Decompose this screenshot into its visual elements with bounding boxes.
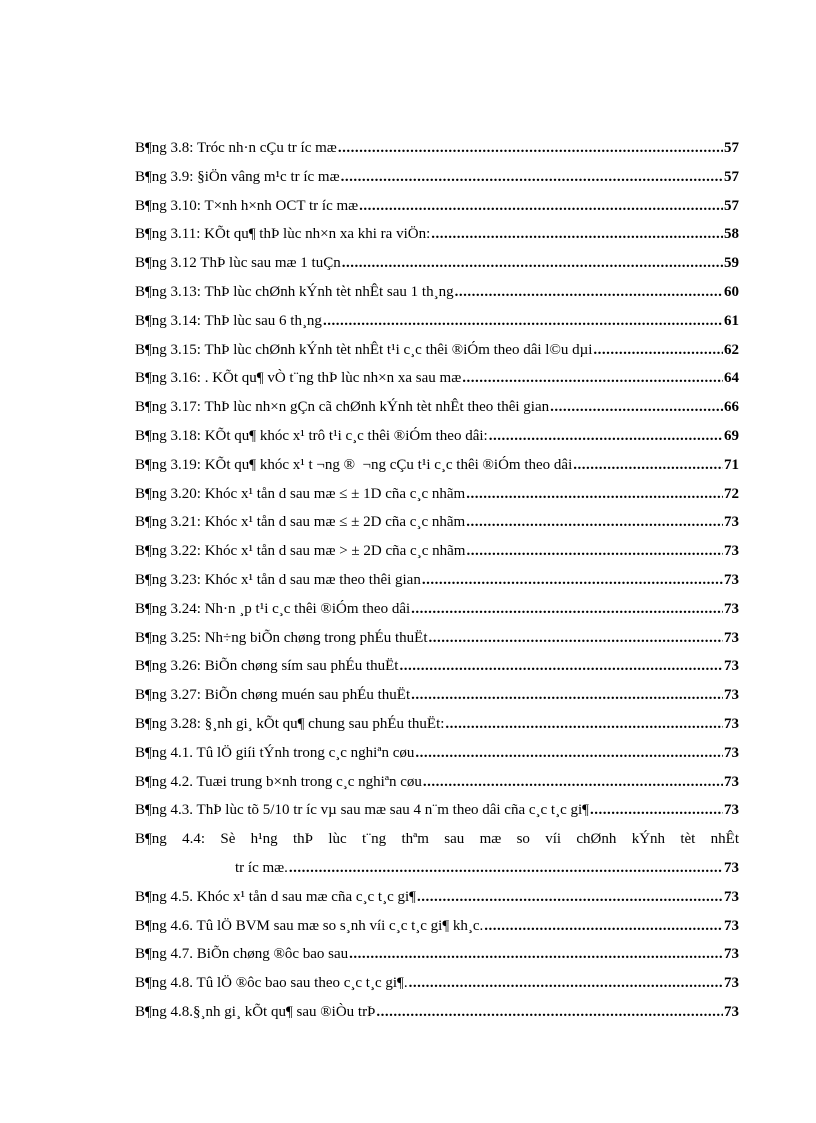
toc-page-number: 62	[724, 341, 739, 358]
toc-entry-title: B¶ng 3.9: §iÖn vâng m¹c tr íc mæ	[135, 168, 340, 185]
toc-page-number: 73	[724, 975, 739, 992]
toc-entry	[135, 883, 739, 912]
dot-leader	[359, 192, 723, 221]
toc-page-number: 57	[724, 140, 739, 156]
dot-leader	[590, 796, 723, 825]
toc-entry	[135, 624, 739, 653]
toc-entry	[135, 912, 739, 941]
toc-entry-title: B¶ng 4.3. ThÞ lùc tõ 5/10 tr íc vµ sau mæ sau 4 n¨m theo dâi cña c¸c t¸c gi¶	[135, 802, 589, 819]
toc-page-number: 73	[724, 600, 739, 617]
toc-entry-title: B¶ng 4.8.§¸nh gi¸ kÕt qu¶ sau ®iÒu trÞ	[135, 1003, 376, 1020]
toc-page-number: 72	[724, 485, 739, 502]
toc-entry	[135, 192, 739, 221]
toc-page-number: 64	[724, 370, 739, 387]
toc-entry-title: B¶ng 3.26: BiÕn chøng sím sau phÉu thuËt	[135, 658, 399, 675]
dot-leader	[429, 624, 723, 653]
toc-entry-title: B¶ng 4.7. BiÕn chøng ®ôc bao sau	[135, 946, 349, 963]
toc-page-number: 57	[724, 168, 739, 185]
toc-entry-title: B¶ng 3.23: Khóc x¹ tån d sau mæ theo thêi gian	[135, 571, 421, 588]
toc-page-number: 73	[724, 946, 739, 963]
dot-leader	[489, 422, 723, 451]
dot-leader	[462, 364, 723, 393]
toc-entry-title: B¶ng 3.11: KÕt qu¶ thÞ lùc nh×n xa khi ra viÖn:	[135, 226, 431, 243]
dot-leader	[349, 940, 723, 969]
toc-entry	[135, 739, 739, 768]
dot-leader	[466, 537, 723, 566]
toc-page-number: 66	[724, 399, 739, 416]
toc-page-number: 73	[724, 571, 739, 588]
toc-entry-title: B¶ng 3.21: Khóc x¹ tån d sau mæ ≤ ± 2D cña c¸c nhãm	[135, 514, 466, 531]
toc-page-number: 73	[724, 514, 739, 531]
toc-entry-title: B¶ng 3.15: ThÞ lùc chØnh kÝnh tèt nhÊt t¹i c¸c thêi ®iÓm theo dâi l©u dµi	[135, 341, 593, 358]
toc-entry-title: B¶ng 4.5. Khóc x¹ tån d sau mæ cña c¸c t¸c gi¶	[135, 888, 416, 905]
toc-entry-title: B¶ng 3.10: T×nh h×nh OCT tr íc mæ	[135, 197, 359, 214]
toc-entry	[135, 825, 739, 883]
toc-entry-title: B¶ng 3.22: Khóc x¹ tån d sau mæ > ± 2D cña c¸c nhãm	[135, 543, 466, 560]
toc-entry	[135, 336, 739, 365]
toc-entry	[135, 969, 739, 998]
toc-page-number: 73	[724, 1003, 739, 1020]
toc-entry-title: B¶ng 3.25: Nh÷ng biÕn chøng trong phÉu thuËt	[135, 629, 428, 646]
toc-page-number: 73	[724, 773, 739, 790]
toc-entry	[135, 566, 739, 595]
toc-entry	[135, 537, 739, 566]
toc-entry-title: B¶ng 4.4: Sè h¹ng thÞ lùc t¨ng thªm sau mæ so víi chØnh kÝnh tèt nhÊt	[135, 831, 739, 848]
toc-page-number: 73	[724, 687, 739, 704]
dot-leader	[323, 307, 723, 336]
toc-page-number: 73	[724, 917, 739, 934]
dot-leader	[289, 854, 723, 883]
toc-page-number: 61	[724, 312, 739, 329]
toc-entry-title: B¶ng 3.19: KÕt qu¶ khóc x¹ t ¬ng ® ¬ng cÇu t¹i c¸c thêi ®iÓm theo dâi	[135, 456, 573, 473]
toc-page-number: 73	[724, 715, 739, 732]
dot-leader	[573, 451, 723, 480]
toc-entry	[135, 451, 739, 480]
toc-entry	[135, 595, 739, 624]
dot-leader	[341, 163, 723, 192]
dot-leader	[445, 710, 723, 739]
table-of-contents	[135, 134, 739, 1027]
toc-entry-title: B¶ng 4.8. Tû lÖ ®ôc bao sau theo c¸c t¸c gi¶.	[135, 975, 408, 992]
toc-entry-title: B¶ng 3.13: ThÞ lùc chØnh kÝnh tèt nhÊt sau 1 th¸ng	[135, 283, 454, 300]
toc-entry-title: B¶ng 4.1. Tû lÖ giíi tÝnh trong c¸c nghiªn cøu	[135, 744, 415, 761]
dot-leader	[338, 134, 723, 163]
dot-leader	[593, 336, 723, 365]
toc-entry	[135, 940, 739, 969]
dot-leader	[411, 681, 723, 710]
toc-entry-title: B¶ng 3.12 ThÞ lùc sau mæ 1 tuÇn	[135, 255, 341, 272]
toc-page-number: 69	[724, 427, 739, 444]
toc-page-number: 73	[724, 859, 739, 876]
toc-entry-title: B¶ng 3.16: . KÕt qu¶ vÒ t¨ng thÞ lùc nh×n xa sau mæ	[135, 370, 462, 387]
toc-page-number: 73	[724, 744, 739, 761]
dot-leader	[376, 998, 723, 1027]
toc-page-number: 60	[724, 283, 739, 300]
toc-page-number: 71	[724, 456, 739, 473]
dot-leader	[415, 739, 723, 768]
toc-entry	[135, 508, 739, 537]
toc-entry	[135, 220, 739, 249]
toc-page-number: 73	[724, 629, 739, 646]
toc-entry-title: B¶ng 3.18: KÕt qu¶ khóc x¹ trô t¹i c¸c thêi ®iÓm theo dâi:	[135, 427, 488, 444]
toc-entry-title: B¶ng 3.17: ThÞ lùc nh×n gÇn cã chØnh kÝnh tèt nhÊt theo thêi gian	[135, 399, 550, 416]
dot-leader	[431, 220, 723, 249]
toc-entry	[135, 307, 739, 336]
toc-page-number: 59	[724, 255, 739, 272]
toc-entry	[135, 393, 739, 422]
toc-entry-title: B¶ng 3.24: Nh·n ¸p t¹i c¸c thêi ®iÓm theo dâi	[135, 600, 411, 617]
toc-entry	[135, 652, 739, 681]
dot-leader	[484, 912, 723, 941]
toc-entry	[135, 364, 739, 393]
toc-entry-title: B¶ng 3.14: ThÞ lùc sau 6 th¸ng	[135, 312, 322, 329]
dot-leader	[466, 480, 723, 509]
dot-leader	[550, 393, 723, 422]
dot-leader	[342, 249, 723, 278]
toc-page-number: 57	[724, 197, 739, 214]
dot-leader	[423, 768, 723, 797]
dot-leader	[411, 595, 723, 624]
toc-entry	[135, 134, 739, 163]
toc-entry-title: B¶ng 3.27: BiÕn chøng muén sau phÉu thuËt	[135, 687, 411, 704]
toc-entry-title: B¶ng 3.20: Khóc x¹ tån d sau mæ ≤ ± 1D cña c¸c nhãm	[135, 485, 466, 502]
toc-entry	[135, 681, 739, 710]
toc-entry-title: B¶ng 3.8: Tróc nh·n cÇu tr íc mæ	[135, 140, 337, 156]
toc-entry	[135, 422, 739, 451]
dot-leader	[466, 508, 723, 537]
toc-entry-title: B¶ng 4.2. Tuæi trung b×nh trong c¸c nghiªn cøu	[135, 773, 422, 790]
toc-page-number: 73	[724, 543, 739, 560]
toc-entry	[135, 796, 739, 825]
toc-page-number: 58	[724, 226, 739, 243]
toc-page-number: 73	[724, 888, 739, 905]
dot-leader	[399, 652, 723, 681]
toc-page-number: 73	[724, 802, 739, 819]
toc-entry	[135, 768, 739, 797]
dot-leader	[417, 883, 723, 912]
toc-entry	[135, 163, 739, 192]
dot-leader	[409, 969, 723, 998]
dot-leader	[422, 566, 723, 595]
toc-entry	[135, 480, 739, 509]
toc-entry	[135, 278, 739, 307]
toc-page-number: 73	[724, 658, 739, 675]
toc-entry-title: B¶ng 3.28: §¸nh gi¸ kÕt qu¶ chung sau phÉu thuËt:	[135, 715, 445, 732]
toc-entry-title: B¶ng 4.6. Tû lÖ BVM sau mæ so s¸nh víi c¸c t¸c gi¶ kh¸c.	[135, 917, 484, 934]
dot-leader	[455, 278, 723, 307]
toc-entry-title-continued: tr íc mæ.	[235, 859, 288, 876]
toc-entry	[135, 249, 739, 278]
toc-entry	[135, 710, 739, 739]
toc-entry	[135, 998, 739, 1027]
